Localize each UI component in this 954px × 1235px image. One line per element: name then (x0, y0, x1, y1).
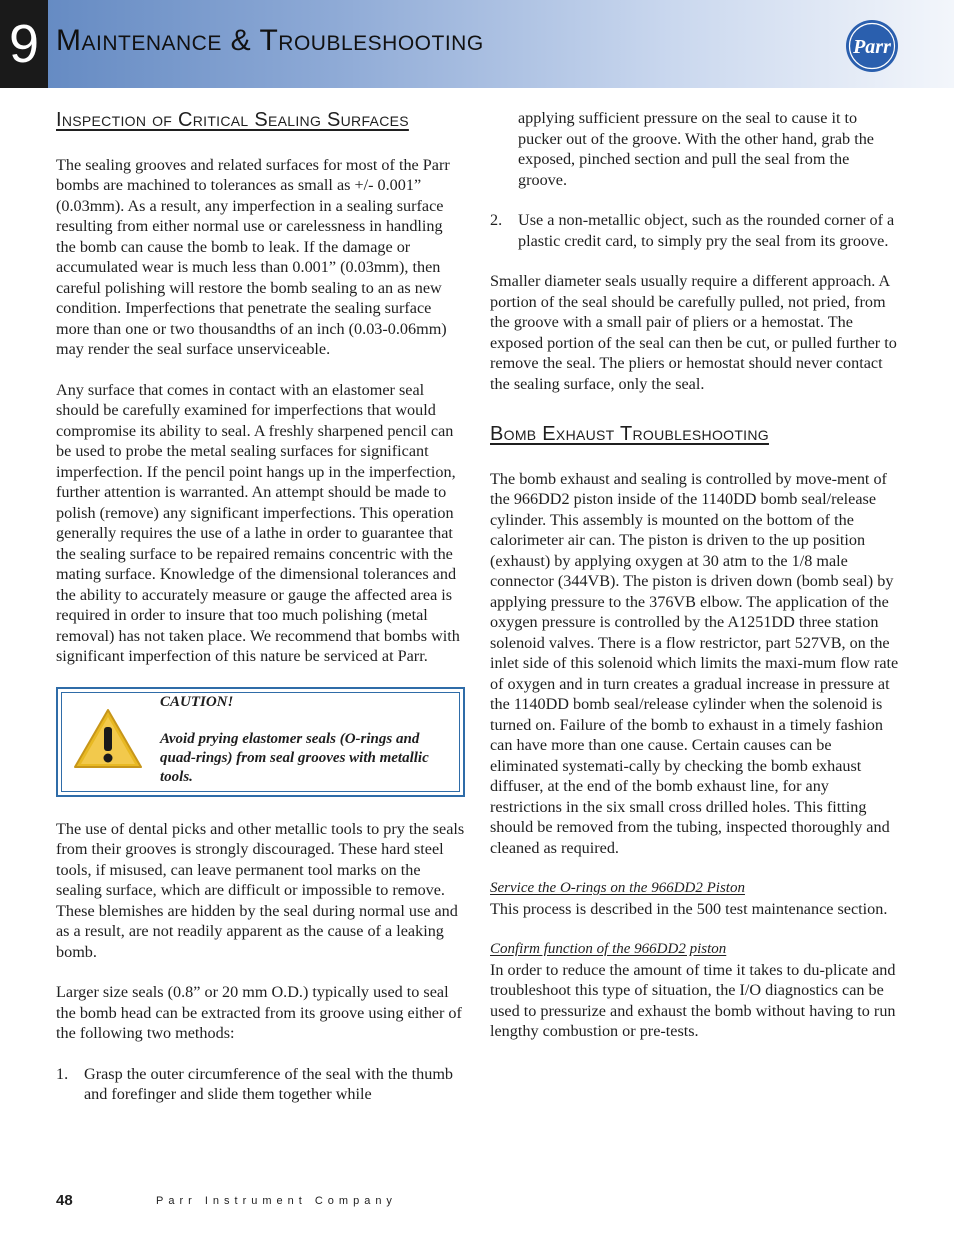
caution-box-inner (61, 692, 460, 792)
paragraph: Any surface that comes in contact with an elastomer seal should be carefully examined for imperfections that would compromise its ability to seal. A freshly sharpened pencil can be used to probe the metal sealing surfaces for significant imperfection. If the pencil point hangs up in the imperfection, further attention is warranted. An attempt should be made to polish (remove) any significant imperfections. This operation generally requires the use of a lathe in order to guarantee that the sealing surface to be repaired remains concentric with the mating surface. Knowledge of the dimensional tolerances and the ability to accurately measure or gauge the affected area is required in order to insure that too much polishing (metal removal) has not taken place. We recommend that bombs with significant imperfection of this nature be serviced at Parr. (56, 380, 460, 665)
subheading: Service the O-rings on the 966DD2 Piston (490, 880, 745, 896)
caution-text (160, 693, 456, 787)
paragraph: The sealing grooves and related surfaces for most of the Parr bombs are machined to tolerances as small as +/- 0.001” (0.03mm). As a result, any imperfection in a sealing surface resulting from either normal use or carelessness in handling the bomb can cause the bomb to leak. If the damage or accumulated wear is much less than 0.001” (0.03mm), then careful polishing will restore the bomb sealing to an as new condition. Imperfections that penetrate the sealing surface more than one or two thousandths of an inch (0.03-0.06mm) may render the seal surface unserviceable. (56, 155, 450, 358)
page-header (0, 0, 954, 88)
paragraph: In order to reduce the amount of time it takes to du-plicate and troubleshoot this type of situation, the I/O diagnostics can be used to pressurize and exhaust the bomb without having to run lengthy combustion or pre-tests. (490, 960, 896, 1040)
paragraph: This process is described in the 500 test maintenance section. (490, 899, 888, 918)
company-name: Parr Instrument Company (156, 1195, 397, 1207)
list-item-continued: applying sufficient pressure on the seal to cause it to pucker out of the groove. With the other hand, grab the exposed, pinched section and pull the seal from the groove. (518, 109, 874, 189)
caution-box (56, 687, 465, 797)
paragraph: The use of dental picks and other metallic tools to pry the seals from their grooves is strongly discouraged. These hard steel tools, if misused, can leave permanent tool marks on the sealing surface, which are difficult or impossible to remove. These blemishes are hidden by the seal during normal use and as a result, are not readily apparent as the cause of a leaking bomb. (56, 819, 465, 961)
list-number: 1. (56, 1064, 69, 1083)
caution-title: CAUTION! (160, 693, 234, 710)
list-text: Grasp the outer circumference of the seal with the thumb and forefinger and slide them together while (84, 1064, 454, 1103)
list-number: 2. (490, 211, 503, 229)
right-column (490, 108, 902, 1062)
parr-logo-icon (844, 18, 900, 74)
warning-icon (72, 707, 144, 771)
chapter-title: Maintenance & Troubleshooting (56, 24, 484, 57)
paragraph: Larger size seals (0.8” or 20 mm O.D.) typically used to seal the bomb head can be extracted from its groove using either of the following two methods: (56, 983, 462, 1042)
left-column (56, 110, 466, 1105)
page-footer (56, 1192, 476, 1210)
subheading: Confirm function of the 966DD2 piston (490, 941, 727, 957)
list-item (490, 210, 902, 251)
caution-message: Avoid prying elastomer seals (O-rings and quad-rings) from seal grooves with metallic tools. (160, 730, 429, 785)
list-text: Use a non-metallic object, such as the rounded corner of a plastic credit card, to simply pry the seal from its groove. (518, 211, 895, 250)
chapter-number: 9 (0, 0, 48, 88)
section-heading-inspection: Inspection of Critical Sealing Surfaces (56, 109, 409, 131)
logo-text: Parr (853, 36, 891, 58)
section-heading-exhaust: Bomb Exhaust Troubleshooting (490, 423, 769, 445)
paragraph: The bomb exhaust and sealing is controlled by move-ment of the 966DD2 piston inside of the 1140DD bomb seal/release cylinder. This assembly is mounted on the bottom of the calorimeter air can. The piston is driven to the up position (exhaust) by applying oxygen at 30 atm to the 1/8 male connector (344VB). The piston is driven down (bomb seal) by applying pressure to the 376VB elbow. The application of the oxygen pressure is controlled by the A1251DD three station solenoid valves. There is a flow restrictor, part 527VB, on the inlet side of this solenoid which limits the maxi-mum flow rate of oxygen and in turn creates a gradual increase in pressure at the 1140DD bomb seal/release cylinder when the solenoid is turned on. Failure of the bomb to exhaust in a timely fashion can have more than one cause. Certain causes can be eliminated systemati-cally by checking the bomb exhaust diffuser, at the end of the bomb exhaust line, for any restrictions in the six small cross drilled holes. This fitting should be removed from the tubing, inspected thoroughly and cleaned as required. (490, 469, 899, 857)
page-number: 48 (56, 1192, 73, 1209)
list-item (56, 1064, 466, 1105)
paragraph: Smaller diameter seals usually require a different approach. A portion of the seal should be carefully pulled, not pried, from the groove with a small pair of pliers or a hemostat. The exposed portion of the seal can then be cut, or pulled further to remove the seal. The pliers or hemostat should never contact the sealing surface, only the seal. (490, 272, 897, 393)
